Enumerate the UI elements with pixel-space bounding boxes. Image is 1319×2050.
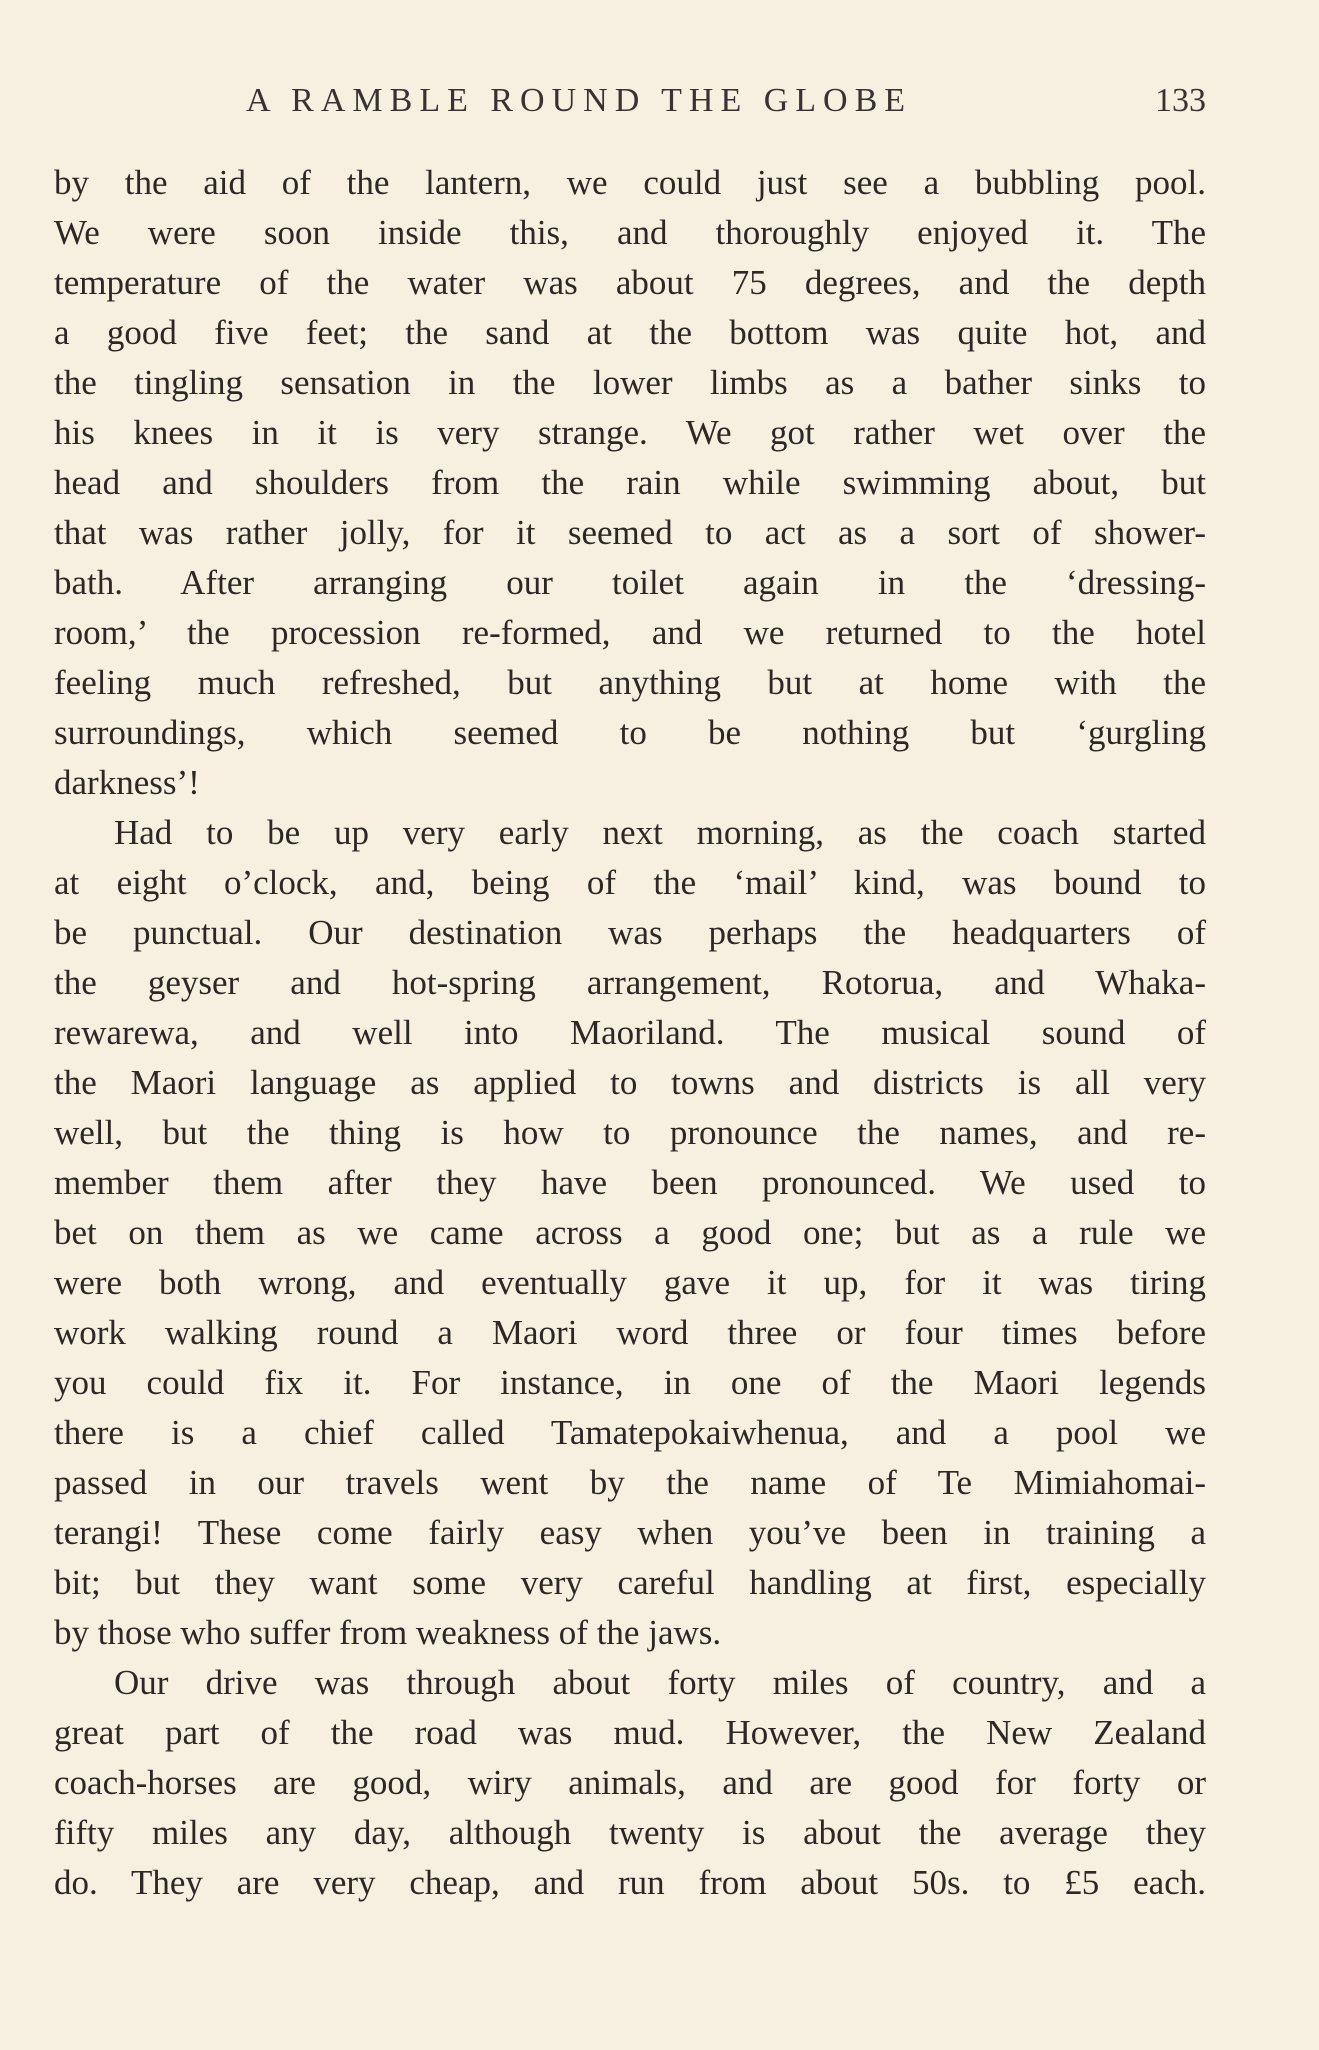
text-line: well, but the thing is how to pronounce the names, and re- bbox=[54, 1113, 1206, 1152]
text-line: his knees in it is very strange. We got rather wet over the bbox=[54, 413, 1206, 452]
text-line: bit; but they want some very careful handling at first, especially bbox=[54, 1563, 1206, 1602]
text-line: temperature of the water was about 75 degrees, and the depth bbox=[54, 263, 1206, 302]
text-line: feeling much refreshed, but anything but at home with the bbox=[54, 663, 1206, 702]
text-line: there is a chief called Tamatepokaiwhenua, and a pool we bbox=[54, 1413, 1206, 1452]
text-line: do. They are very cheap, and run from about 50s. to £5 each. bbox=[54, 1863, 1206, 1902]
running-title: A RAMBLE ROUND THE GLOBE bbox=[246, 82, 913, 119]
text-line: the Maori language as applied to towns and districts is all very bbox=[54, 1063, 1206, 1102]
text-line: fifty miles any day, although twenty is about the average they bbox=[54, 1813, 1206, 1852]
body-text bbox=[54, 158, 1206, 1908]
text-line: room,’ the procession re-formed, and we returned to the hotel bbox=[54, 613, 1206, 652]
text-line: that was rather jolly, for it seemed to act as a sort of shower- bbox=[54, 513, 1206, 552]
text-line: bath. After arranging our toilet again in the ‘dressing- bbox=[54, 563, 1206, 602]
running-head bbox=[246, 82, 1206, 132]
text-line: you could fix it. For instance, in one of the Maori legends bbox=[54, 1363, 1206, 1402]
text-line: terangi! These come fairly easy when you’ve been in training a bbox=[54, 1513, 1206, 1552]
page-number: 133 bbox=[1155, 82, 1206, 119]
paragraph-start-line: Had to be up very early next morning, as the coach started bbox=[114, 813, 1206, 852]
text-line: head and shoulders from the rain while swimming about, but bbox=[54, 463, 1206, 502]
paragraph-start-line: Our drive was through about forty miles of country, and a bbox=[114, 1663, 1206, 1702]
text-line: a good five feet; the sand at the bottom was quite hot, and bbox=[54, 313, 1206, 352]
text-line: member them after they have been pronounced. We used to bbox=[54, 1163, 1206, 1202]
text-line: were both wrong, and eventually gave it up, for it was tiring bbox=[54, 1263, 1206, 1302]
text-line: the tingling sensation in the lower limbs as a bather sinks to bbox=[54, 363, 1206, 402]
text-line: We were soon inside this, and thoroughly enjoyed it. The bbox=[54, 213, 1206, 252]
text-line: rewarewa, and well into Maoriland. The musical sound of bbox=[54, 1013, 1206, 1052]
text-line: bet on them as we came across a good one; but as a rule we bbox=[54, 1213, 1206, 1252]
text-line: great part of the road was mud. However, the New Zealand bbox=[54, 1713, 1206, 1752]
text-line: coach-horses are good, wiry animals, and are good for forty or bbox=[54, 1763, 1206, 1802]
text-line: passed in our travels went by the name of Te Mimiahomai- bbox=[54, 1463, 1206, 1502]
text-line: work walking round a Maori word three or four times before bbox=[54, 1313, 1206, 1352]
text-line: at eight o’clock, and, being of the ‘mail’ kind, was bound to bbox=[54, 863, 1206, 902]
text-line: by the aid of the lantern, we could just see a bubbling pool. bbox=[54, 163, 1206, 202]
text-line: the geyser and hot-spring arrangement, Rotorua, and Whaka- bbox=[54, 963, 1206, 1002]
paragraph-end-line: darkness’! bbox=[54, 763, 200, 802]
paragraph-end-line: by those who suffer from weakness of the jaws. bbox=[54, 1613, 722, 1652]
text-line: be punctual. Our destination was perhaps the headquarters of bbox=[54, 913, 1206, 952]
text-line: surroundings, which seemed to be nothing but ‘gurgling bbox=[54, 713, 1206, 752]
